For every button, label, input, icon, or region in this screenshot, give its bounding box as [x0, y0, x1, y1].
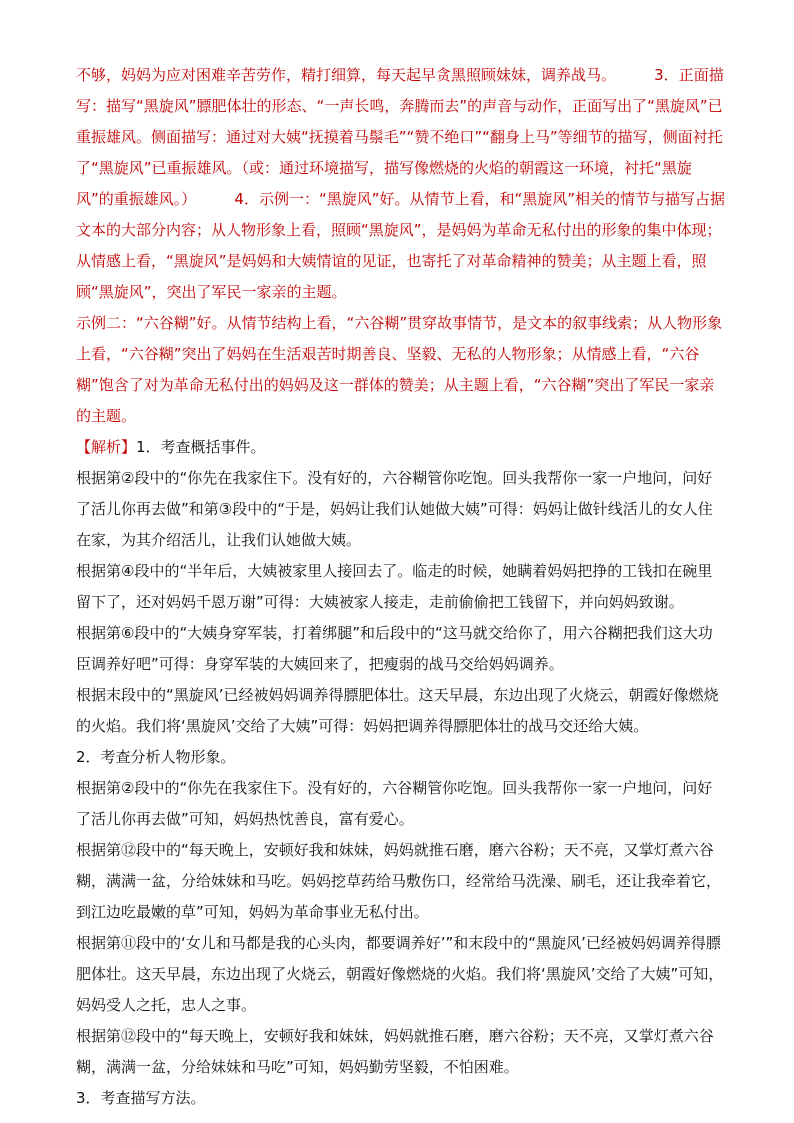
- analysis-intro: 1．考查概括事件。: [136, 438, 266, 456]
- answer-paragraph: 不够，妈妈为应对困难辛苦劳作，精打细算，每天起早贪黑照顾妹妹，调养战马。 3．正面描写：描写“黑旋风”膘肥体壮的形态、“一声长鸣，奔腾而去”的声音与动作，正面写出了“黑旋风”已重振雄风。侧面描写：通过对大姨“抚摸着马鬃毛”“赞不绝口”“翻身上马”等细节的描写，侧面衬托了“黑旋风”已重振雄风。（或：通过环境描写，描写像燃烧的火焰的朝霞这一环境，衬托“黑旋风”的重振雄风。） 4．示例一：“黑旋风”好。从情节上看，和“黑旋风”相关的情节与描写占据文本的大部分内容；从人物形象上看，照顾“黑旋风”，是妈妈为革命无私付出的形象的集中体现；从情感上看，“黑旋风”是妈妈和大姨情谊的见证，也寄托了对革命精神的赞美；从主题上看，照顾“黑旋风”，突出了军民一家亲的主题。: [76, 66, 726, 301]
- analysis-tag: 【解析】: [76, 438, 137, 456]
- analysis-heading: [76, 432, 726, 463]
- analysis-paragraph: 根据第②段中的“你先在我家住下。没有好的，六谷糊管你吃饱。回头我帮你一家一户地问，问好了活儿你再去做”可知，妈妈热忱善良，富有爱心。: [76, 779, 713, 828]
- analysis-paragraph: 2．考查分析人物形象。: [76, 748, 236, 766]
- analysis-paragraph: 根据第⑫段中的“每天晚上，安顿好我和妹妹，妈妈就推石磨，磨六谷粉；天不亮，又掌灯煮六谷糊，满满一盆，分给妹妹和马吃。妈妈挖草药给马敷伤口，经常给马洗澡、刷毛，还让我牵着它，到江边吃最嫩的草”可知，妈妈为革命事业无私付出。: [76, 841, 722, 921]
- analysis-paragraph: 3．考查描写方法。: [76, 1089, 206, 1107]
- analysis-paragraph: 根据第④段中的“半年后，大姨被家里人接回去了。临走的时候，她瞒着妈妈把挣的工钱扣在碗里留下了，还对妈妈千恩万谢”可得：大姨被家人接走，走前偷偷把工钱留下，并向妈妈致谢。: [76, 562, 713, 611]
- analysis-paragraph: 根据第②段中的“你先在我家住下。没有好的，六谷糊管你吃饱。回头我帮你一家一户地问，问好了活儿你再去做”和第③段中的“于是，妈妈让我们认她做大姨”可得：妈妈让做针线活儿的女人住在家，为其介绍活儿，让我们认她做大姨。: [76, 469, 713, 549]
- analysis-paragraph: 根据第⑪段中的‘女儿和马都是我的心头肉，都要调养好’”和末段中的“黑旋风’已经被妈妈调养得膘肥体壮。这天早晨，东边出现了火烧云，朝霞好像燃烧的火焰。我们将‘黑旋风’交给了大姨”可知，妈妈受人之托，忠人之事。: [76, 934, 724, 1014]
- answer-paragraph: 示例二：“六谷糊”好。从情节结构上看，“六谷糊”贯穿故事情节，是文本的叙事线索；从人物形象上看，“六谷糊”突出了妈妈在生活艰苦时期善良、坚毅、无私的人物形象；从情感上看，“六谷糊”饱含了对为革命无私付出的妈妈及这一群体的赞美；从主题上看，“六谷糊”突出了军民一家亲的主题。: [76, 314, 723, 425]
- analysis-paragraph: 根据第⑥段中的“大姨身穿军装，打着绑腿”和后段中的“这马就交给你了，用六谷糊把我们这大功臣调养好吧”可得：身穿军装的大姨回来了，把瘦弱的战马交给妈妈调养。: [76, 624, 713, 673]
- analysis-paragraph: 根据第⑫段中的“每天晚上，安顿好我和妹妹，妈妈就推石磨，磨六谷粉；天不亮，又掌灯煮六谷糊，满满一盆，分给妹妹和马吃”可知，妈妈勤劳坚毅，不怕困难。: [76, 1027, 714, 1076]
- answer-document: [76, 60, 726, 1114]
- analysis-paragraph: 根据末段中的“黑旋风’已经被妈妈调养得膘肥体壮。这天早晨，东边出现了火烧云，朝霞好像燃烧的火焰。我们将‘黑旋风’交给了大姨”可得：妈妈把调养得膘肥体壮的战马交还给大姨。: [76, 686, 719, 735]
